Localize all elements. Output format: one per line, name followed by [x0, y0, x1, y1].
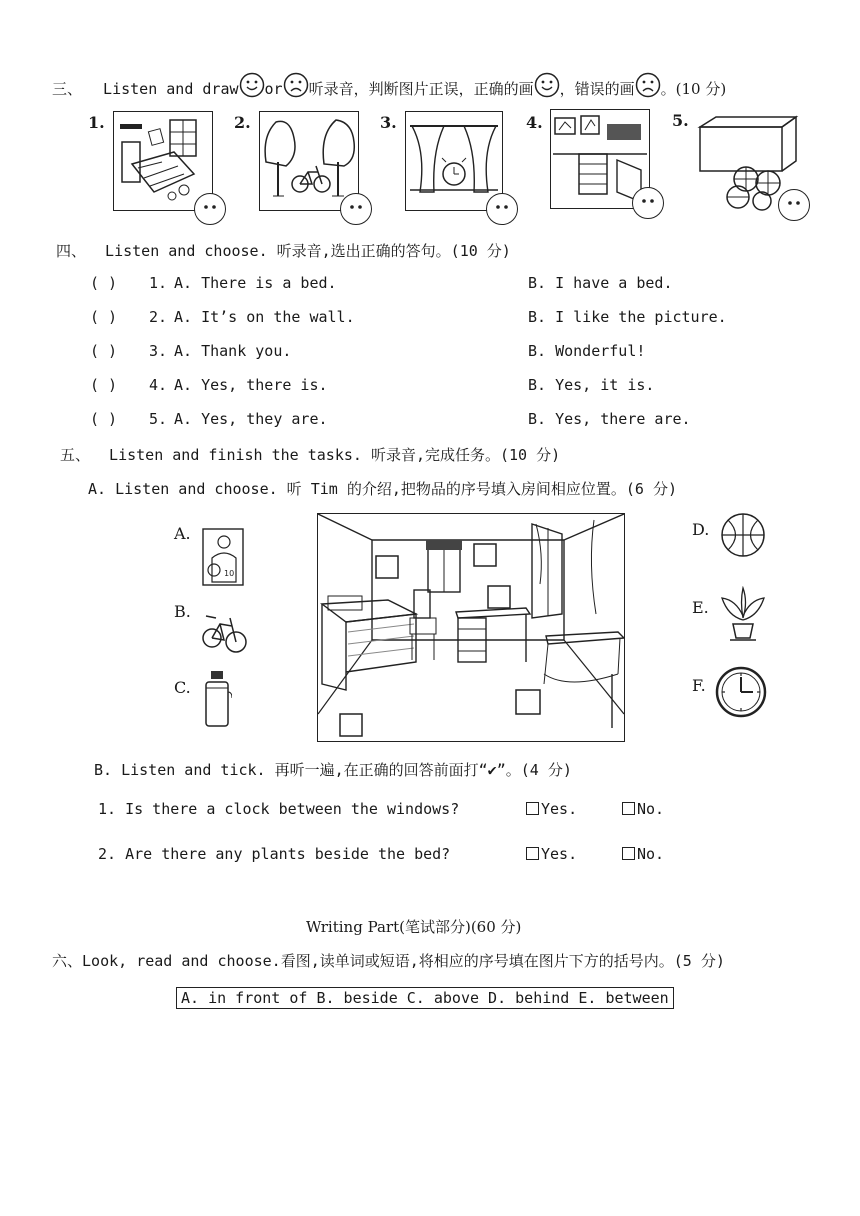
- answer-paren[interactable]: ( ): [90, 342, 118, 360]
- checkbox-icon[interactable]: [622, 802, 635, 815]
- tick-question: 1. Is there a clock between the windows?: [98, 800, 460, 818]
- sad-face-icon: [635, 72, 661, 102]
- option-a: A. Thank you.: [174, 342, 292, 360]
- section4-title: Listen and choose. 听录音,选出正确的答句。(10 分): [105, 242, 511, 260]
- option-b: B. Yes, it is.: [528, 376, 655, 394]
- section3-instr-or: or: [264, 80, 283, 98]
- section3-instr-a: Listen and draw: [103, 80, 239, 98]
- section3-prefix: 三、: [52, 80, 83, 98]
- blank-face-icon[interactable]: [778, 189, 810, 221]
- section6-prefix: 六、: [52, 952, 83, 970]
- picture-number: 1.: [88, 113, 105, 132]
- room-illustration: [317, 513, 625, 742]
- question-number: 4.: [149, 376, 168, 394]
- section5-title: Listen and finish the tasks. 听录音,完成任务。(10 分): [109, 446, 561, 464]
- smile-face-icon: [239, 72, 265, 102]
- section3-instr-c: ，错误的画: [559, 80, 635, 98]
- bike-icon: [200, 608, 248, 656]
- checkbox-icon[interactable]: [526, 847, 539, 860]
- object-letter: D.: [692, 520, 710, 539]
- answer-paren[interactable]: ( ): [90, 274, 118, 292]
- section5-part-a: A. Listen and choose. 听 Tim 的介绍,把物品的序号填入房间相应位置。(6 分): [88, 480, 677, 498]
- tick-question: 2. Are there any plants beside the bed?: [98, 845, 451, 863]
- object-letter: E.: [692, 598, 709, 617]
- sad-face-icon: [283, 72, 309, 102]
- section5-heading: [60, 444, 560, 465]
- option-a: A. Yes, there is.: [174, 376, 328, 394]
- blank-face-icon[interactable]: [340, 193, 372, 225]
- option-a: A. It’s on the wall.: [174, 308, 355, 326]
- writing-part-title: Writing Part(笔试部分)(60 分): [306, 918, 522, 936]
- checkbox-icon[interactable]: [526, 802, 539, 815]
- question-number: 1.: [149, 274, 168, 292]
- clock-icon: [715, 666, 767, 718]
- no-label: No.: [637, 800, 665, 818]
- basketball-poster-icon: [202, 528, 244, 586]
- section6-title: Look, read and choose.看图,读单词或短语,将相应的序号填在图片下方的括号内。(5 分): [82, 952, 725, 970]
- option-a: A. Yes, they are.: [174, 410, 328, 428]
- blank-face-icon[interactable]: [486, 193, 518, 225]
- option-b: B. Yes, there are.: [528, 410, 691, 428]
- no-option[interactable]: [622, 845, 664, 863]
- section3-instr-b: 听录音，判断图片正误，正确的画: [308, 80, 534, 98]
- yes-label: Yes.: [541, 845, 578, 863]
- object-letter: F.: [692, 676, 706, 695]
- yes-label: Yes.: [541, 800, 578, 818]
- checkbox-icon[interactable]: [622, 847, 635, 860]
- ball-icon: [720, 512, 766, 558]
- section5-prefix: 五、: [60, 446, 91, 464]
- option-b: B. I have a bed.: [528, 274, 673, 292]
- section6-heading: [52, 950, 725, 971]
- yes-option[interactable]: [526, 800, 577, 818]
- answer-paren[interactable]: ( ): [90, 376, 118, 394]
- picture-number: 2.: [234, 113, 251, 132]
- option-a: A. There is a bed.: [174, 274, 337, 292]
- option-b: B. I like the picture.: [528, 308, 727, 326]
- section3-instr-d: 。(10 分): [660, 80, 727, 98]
- section3-heading: [52, 72, 726, 102]
- option-b: B. Wonderful!: [528, 342, 646, 360]
- section4-heading: [56, 240, 511, 261]
- question-number: 3.: [149, 342, 168, 360]
- svg-text:10: 10: [224, 569, 235, 578]
- no-option[interactable]: [622, 800, 664, 818]
- yes-option[interactable]: [526, 845, 577, 863]
- object-letter: A.: [174, 524, 191, 543]
- object-letter: C.: [174, 678, 191, 697]
- object-letter: B.: [174, 602, 191, 621]
- bottle-icon: [202, 670, 232, 728]
- picture-number: 3.: [380, 113, 397, 132]
- picture-number: 5.: [672, 111, 689, 130]
- word-options-box: A. in front of B. beside C. above D. behind E. between: [176, 987, 674, 1009]
- answer-paren[interactable]: ( ): [90, 308, 118, 326]
- blank-face-icon[interactable]: [632, 187, 664, 219]
- no-label: No.: [637, 845, 665, 863]
- picture-number: 4.: [526, 113, 543, 132]
- blank-face-icon[interactable]: [194, 193, 226, 225]
- smile-face-icon: [534, 72, 560, 102]
- section4-prefix: 四、: [56, 242, 87, 260]
- question-number: 2.: [149, 308, 168, 326]
- plant-icon: [718, 586, 768, 642]
- section5-part-b: B. Listen and tick. 再听一遍,在正确的回答前面打“✔”。(4 分): [94, 761, 572, 779]
- answer-paren[interactable]: ( ): [90, 410, 118, 428]
- question-number: 5.: [149, 410, 168, 428]
